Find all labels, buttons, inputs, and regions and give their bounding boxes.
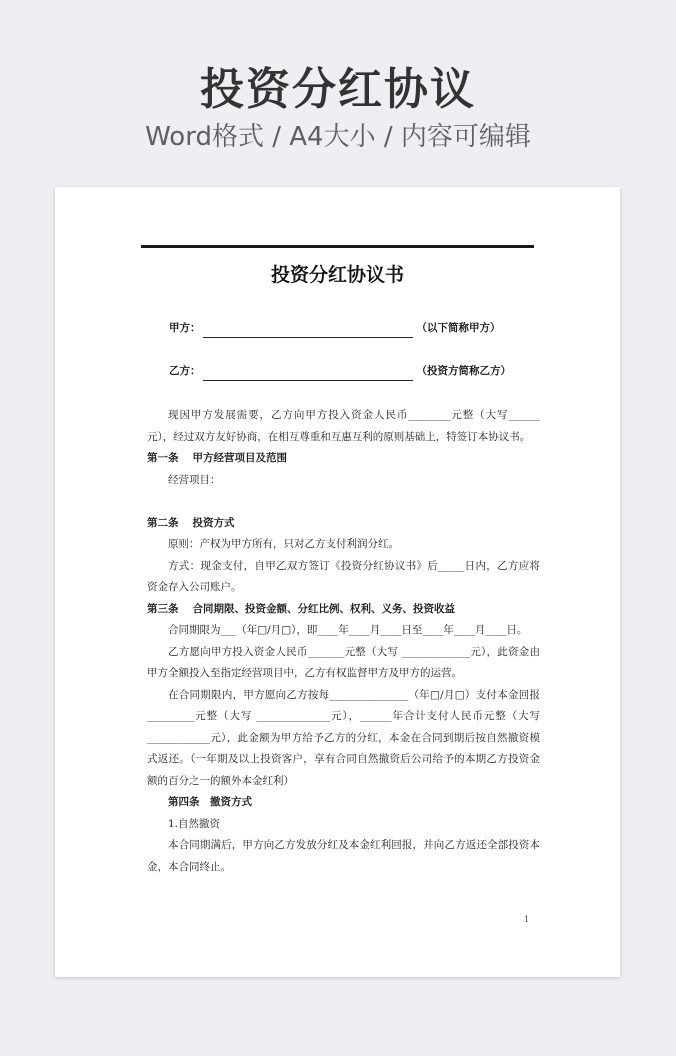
article-1-heading	[147, 448, 540, 470]
article-3-heading	[147, 599, 540, 621]
party-a-note: （以下简称甲方）	[416, 322, 501, 334]
article-2-title: 投资方式	[192, 516, 235, 529]
article-1-paragraph: 经营项目：	[168, 473, 221, 486]
article-2-number: 第二条	[147, 516, 179, 529]
party-a-line	[169, 318, 569, 338]
article-2-heading	[147, 513, 540, 535]
article-3-title: 合同期限、投资金额、分红比例、权利、义务、投资收益	[192, 602, 455, 615]
intro-paragraph: 现因甲方发展需要，乙方向甲方投入资金人民币________元整（大写______元），经过双方友好协商，在相互尊重和互惠互利的原则基础上，特签订本协议书。	[147, 409, 540, 443]
party-b-note: （投资方简称乙方）	[416, 365, 511, 377]
article-3-paragraph-3: 在合同期限内，甲方愿向乙方按每_______________（年□/月□）支付本金回报_________元整（大写 ______________元），______年合计支付人民币元整（大写____________元），此金额为甲方给予乙方的分红，本金在合同到期后按自然撤资模式返还。（一年期及以上投资客户，享有合同自然撤资后公司给予的本期乙方投资金额的百分之一的额外本金红利）	[147, 688, 540, 787]
banner-subtitle: Word格式 / A4大小 / 内容可编辑	[145, 122, 531, 152]
article-3-paragraph-1: 合同期限为___（年□/月□），即____年____月____日至____年____月____日。	[168, 624, 528, 636]
party-a-label: 甲方：	[169, 322, 201, 334]
document-page	[55, 187, 620, 977]
article-3-paragraph-2: 乙方愿向甲方投入资金人民币_______元整（大写 _____________元），此资金由甲方全额投入至指定经营项目中，乙方有权监督甲方及甲方的运营。	[147, 645, 540, 679]
header-rule	[141, 245, 534, 248]
article-4-heading: 第四条 撤资方式	[168, 796, 252, 808]
document-title: 投资分红协议书	[270, 264, 404, 286]
party-b-blank[interactable]	[203, 367, 413, 381]
party-b-label: 乙方：	[169, 365, 201, 377]
article-4-subheading: 1.自然撤资	[168, 817, 221, 830]
party-b-line	[169, 361, 569, 381]
article-2-paragraph-2: 方式：现金支付，自甲乙双方签订《投资分红协议书》后_____日内，乙方应将资金存入公司账户。	[147, 559, 540, 593]
article-1-title: 甲方经营项目及范围	[192, 452, 287, 464]
article-2-paragraph-1: 原则：产权为甲方所有，只对乙方支付利润分红。	[168, 538, 399, 550]
party-a-blank[interactable]	[203, 324, 413, 338]
document-body	[147, 405, 540, 878]
article-1-number: 第一条	[147, 452, 179, 464]
banner-title: 投资分红协议	[200, 64, 476, 115]
article-4-paragraph: 本合同期满后，甲方向乙方发放分红及本金红利回报，并向乙方返还全部投资本金，本合同终止。	[147, 839, 540, 873]
page-number: 1	[524, 915, 530, 924]
article-3-number: 第三条	[147, 602, 179, 615]
